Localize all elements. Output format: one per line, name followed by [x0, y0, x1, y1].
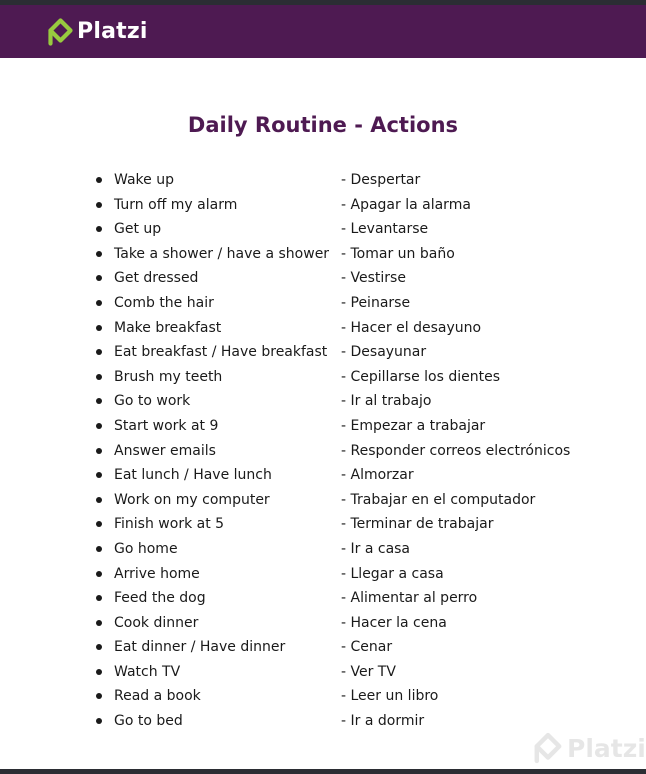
platzi-logo[interactable] [48, 18, 148, 46]
bullet-icon [96, 546, 102, 552]
spanish-translation: - Levantarse [341, 221, 429, 238]
spanish-translation: - Leer un libro [341, 688, 439, 705]
english-phrase: Get dressed [114, 270, 199, 287]
english-phrase: Take a shower / have a shower [114, 245, 330, 262]
english-phrase: Start work at 9 [114, 417, 219, 434]
english-phrase: Turn off my alarm [114, 196, 238, 213]
list-item [0, 193, 646, 218]
spanish-translation: - Trabajar en el computador [341, 491, 536, 508]
english-phrase: Eat lunch / Have lunch [114, 467, 272, 484]
english-phrase: Brush my teeth [114, 368, 223, 385]
bullet-icon [96, 693, 102, 699]
bullet-icon [96, 177, 102, 183]
list-item [0, 709, 646, 734]
spanish-translation: - Hacer el desayuno [341, 319, 482, 336]
watermark-text: Platzi [567, 733, 646, 763]
watermark [534, 731, 646, 765]
spanish-translation: - Almorzar [341, 467, 414, 484]
english-phrase: Wake up [114, 172, 174, 188]
list-item [0, 389, 646, 414]
spanish-translation: - Terminar de trabajar [341, 516, 494, 533]
english-phrase: Watch TV [114, 663, 181, 680]
bullet-icon [96, 374, 102, 380]
bullet-icon [96, 202, 102, 208]
bullet-icon [96, 718, 102, 724]
list-item [0, 586, 646, 611]
spanish-translation: - Despertar [341, 172, 421, 188]
english-phrase: Finish work at 5 [114, 516, 225, 533]
spanish-translation: - Ir a casa [341, 540, 411, 557]
spanish-translation: - Vestirse [341, 270, 406, 287]
bullet-icon [96, 226, 102, 232]
list-item [0, 365, 646, 390]
bullet-icon [96, 349, 102, 355]
bullet-icon [96, 644, 102, 650]
bullet-icon [96, 595, 102, 601]
spanish-translation: - Responder correos electrónicos [341, 442, 571, 459]
english-phrase: Cook dinner [114, 614, 199, 631]
spanish-translation: - Peinarse [341, 294, 411, 311]
list-item [0, 439, 646, 464]
bullet-icon [96, 472, 102, 478]
spanish-translation: - Ir a dormir [341, 713, 425, 730]
bullet-icon [96, 275, 102, 281]
page-title: Daily Routine - Actions [187, 113, 459, 137]
english-phrase: Go to bed [114, 713, 183, 730]
spanish-translation: - Ir al trabajo [341, 393, 432, 410]
spanish-translation: - Empezar a trabajar [341, 417, 486, 434]
bullet-icon [96, 521, 102, 527]
english-phrase: Eat breakfast / Have breakfast [114, 344, 328, 361]
list-item [0, 316, 646, 341]
bullet-icon [96, 398, 102, 404]
list-item [0, 291, 646, 316]
list-item [0, 266, 646, 291]
english-phrase: Comb the hair [114, 294, 214, 311]
english-phrase: Go home [114, 540, 178, 557]
list-item [0, 562, 646, 587]
bullet-icon [96, 620, 102, 626]
bullet-icon [96, 325, 102, 331]
english-phrase: Read a book [114, 688, 201, 705]
english-phrase: Feed the dog [114, 590, 206, 607]
brand-name: Platzi [77, 19, 148, 44]
english-phrase: Go to work [114, 393, 191, 410]
list-item [0, 684, 646, 709]
list-item [0, 340, 646, 365]
bullet-icon [96, 571, 102, 577]
vocab-list [0, 168, 646, 734]
list-item [0, 242, 646, 267]
bullet-icon [96, 300, 102, 306]
list-item [0, 217, 646, 242]
platzi-logo-icon [48, 18, 73, 46]
english-phrase: Answer emails [114, 442, 216, 459]
list-item [0, 635, 646, 660]
spanish-translation: - Hacer la cena [341, 614, 447, 631]
list-item [0, 414, 646, 439]
spanish-translation: - Desayunar [341, 344, 427, 361]
spanish-translation: - Llegar a casa [341, 565, 444, 582]
header-bar [0, 5, 646, 58]
bullet-icon [96, 251, 102, 257]
bullet-icon [96, 423, 102, 429]
list-item [0, 537, 646, 562]
spanish-translation: - Apagar la alarma [341, 196, 471, 213]
list-item [0, 512, 646, 537]
window-bottom-edge [0, 769, 646, 774]
spanish-translation: - Tomar un baño [341, 245, 455, 262]
english-phrase: Arrive home [114, 565, 200, 582]
bullet-icon [96, 497, 102, 503]
english-phrase: Eat dinner / Have dinner [114, 639, 286, 656]
spanish-translation: - Alimentar al perro [341, 590, 478, 607]
english-phrase: Make breakfast [114, 319, 222, 336]
english-phrase: Work on my computer [114, 491, 270, 508]
list-item [0, 463, 646, 488]
list-item [0, 168, 646, 193]
bullet-icon [96, 669, 102, 675]
english-phrase: Get up [114, 221, 162, 238]
list-item [0, 660, 646, 685]
spanish-translation: - Cenar [341, 639, 393, 656]
bullet-icon [96, 448, 102, 454]
spanish-translation: - Ver TV [341, 663, 396, 680]
list-item [0, 488, 646, 513]
spanish-translation: - Cepillarse los dientes [341, 368, 500, 385]
platzi-watermark-icon [534, 732, 562, 764]
list-item [0, 611, 646, 636]
